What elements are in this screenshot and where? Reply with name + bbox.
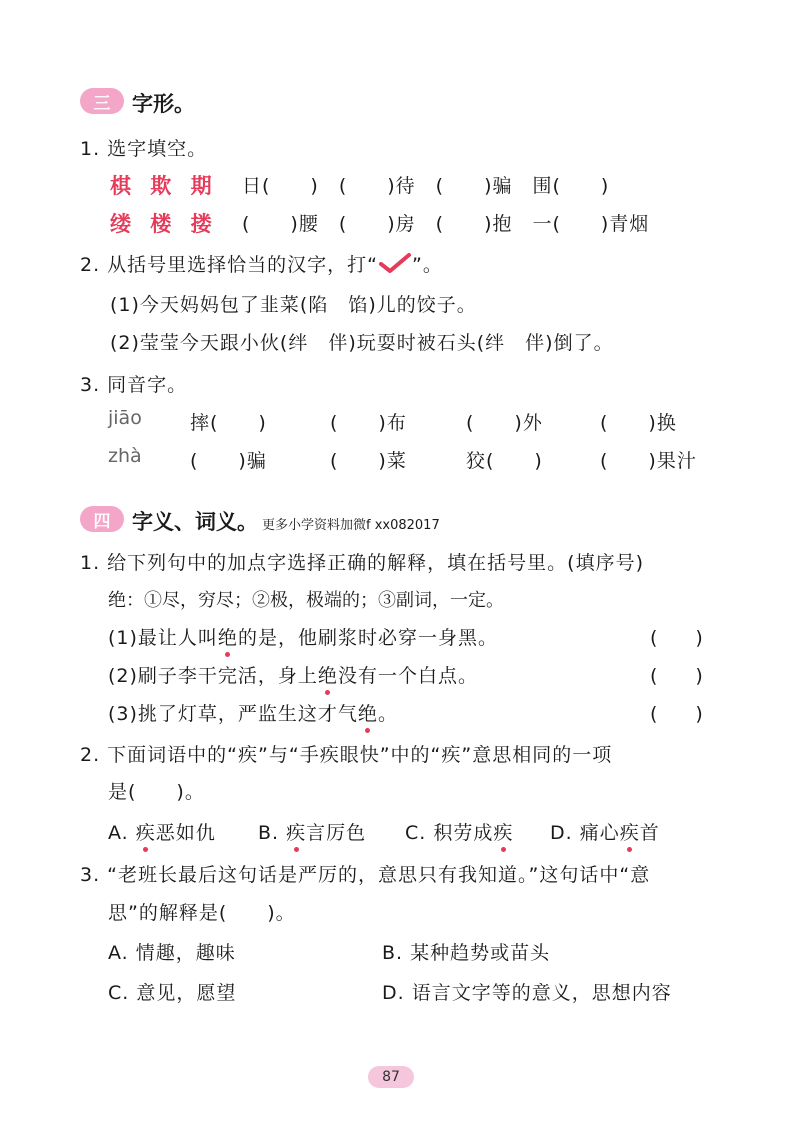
q3-label: 3. 同音字。 bbox=[80, 374, 188, 396]
page-number: 87 bbox=[368, 1066, 414, 1088]
q1-row1-chars: 棋 欺 期 bbox=[110, 174, 218, 198]
item-text: 没有一个白点。 bbox=[337, 665, 478, 687]
item-text: (1)最让人叫 bbox=[108, 627, 218, 649]
s4-q1-item-2 bbox=[108, 661, 478, 688]
section-4-note: 更多小学资料加微f xx082017 bbox=[262, 518, 440, 533]
option-text: 言厉色 bbox=[306, 822, 367, 844]
s4-q1-item-3 bbox=[108, 699, 398, 726]
dotted-char: 疾 bbox=[136, 818, 156, 845]
q2-label bbox=[80, 250, 443, 277]
q3-row1-cell: 摔( ) bbox=[190, 412, 267, 434]
s4-q2-option-d bbox=[550, 818, 660, 845]
option-text: C. 积劳成 bbox=[405, 822, 494, 844]
q2-item-2: (2)莹莹今天跟小伙(绊 伴)玩耍时被石头(绊 伴)倒了。 bbox=[110, 332, 614, 354]
s4-q1-label: 1. 给下列句中的加点字选择正确的解释，填在括号里。(填序号) bbox=[80, 552, 644, 574]
dotted-char: 绝 bbox=[358, 699, 378, 726]
q1-label: 1. 选字填空。 bbox=[80, 138, 208, 160]
section-4-title-text: 字义、词义。 bbox=[132, 510, 258, 534]
dotted-char: 疾 bbox=[493, 818, 513, 845]
q2-label-post: ”。 bbox=[412, 254, 443, 276]
s4-q3-option-a: A. 情趣，趣味 bbox=[108, 942, 236, 964]
item-text: (2)刷子李干完活，身上 bbox=[108, 665, 318, 687]
q3-row1-cell: ( )布 bbox=[330, 412, 407, 434]
item-text: 。 bbox=[377, 703, 398, 725]
dotted-char: 绝 bbox=[318, 661, 338, 688]
option-text: 恶如仇 bbox=[155, 822, 216, 844]
s4-q2-option-c bbox=[405, 818, 513, 845]
s4-q2-option-b bbox=[258, 818, 366, 845]
q3-row1-cell: ( )换 bbox=[600, 412, 677, 434]
s4-q3-line1: 3. “老班长最后这句话是严厉的，意思只有我知道。”这句话中“意 bbox=[80, 864, 651, 886]
item-text: 的是，他刷浆时必穿一身黑。 bbox=[237, 627, 498, 649]
s4-q1-item-1 bbox=[108, 623, 498, 650]
dotted-char: 绝 bbox=[218, 623, 238, 650]
checkmark-icon bbox=[378, 252, 412, 274]
q2-label-pre: 2. 从括号里选择恰当的汉字，打“ bbox=[80, 254, 379, 276]
s4-q1-answer-2: ( ) bbox=[650, 665, 703, 687]
q3-row1-cell: ( )外 bbox=[466, 412, 543, 434]
s4-q1-answer-3: ( ) bbox=[650, 703, 703, 725]
q1-row1-blanks: 日( ) ( )待 ( )骗 围( ) bbox=[242, 175, 610, 197]
q3-row2-cell: ( )菜 bbox=[330, 450, 407, 472]
s4-q3-option-b: B. 某种趋势或苗头 bbox=[382, 942, 551, 964]
q1-row2-blanks: ( )腰 ( )房 ( )抱 一( )青烟 bbox=[242, 213, 650, 235]
item-text: (3)挑了灯草，严监生这才气 bbox=[108, 703, 358, 725]
option-text: 首 bbox=[639, 822, 660, 844]
q3-row2-cell: 狡( ) bbox=[466, 450, 543, 472]
option-text: B. bbox=[258, 822, 287, 844]
q3-row2-pinyin: zhà bbox=[108, 445, 142, 467]
s4-q2-line1: 2. 下面词语中的“疾”与“手疾眼快”中的“疾”意思相同的一项 bbox=[80, 744, 613, 766]
section-4-title bbox=[132, 506, 440, 536]
option-text: D. 痛心 bbox=[550, 822, 620, 844]
s4-q3-option-d: D. 语言文字等的意义，思想内容 bbox=[382, 982, 672, 1004]
q3-row1-pinyin: jiāo bbox=[108, 407, 142, 429]
q3-row2-cell: ( )果汁 bbox=[600, 450, 697, 472]
section-4-badge: 四 bbox=[80, 506, 124, 532]
section-3-badge: 三 bbox=[80, 88, 124, 114]
s4-q3-option-c: C. 意见，愿望 bbox=[108, 982, 237, 1004]
s4-q2-option-a bbox=[108, 818, 216, 845]
s4-q1-answer-1: ( ) bbox=[650, 627, 703, 649]
section-3-title: 字形。 bbox=[132, 92, 195, 116]
s4-q3-line2: 思”的解释是( )。 bbox=[108, 902, 296, 924]
s4-q2-line2: 是( )。 bbox=[108, 781, 205, 803]
dotted-char: 疾 bbox=[620, 818, 640, 845]
s4-q1-definition: 绝：①尽，穷尽；②极，极端的；③副词，一定。 bbox=[108, 590, 504, 611]
q1-row2-chars: 缕 楼 搂 bbox=[110, 212, 218, 236]
option-text: A. bbox=[108, 822, 136, 844]
q2-item-1: (1)今天妈妈包了韭菜(陷 馅)儿的饺子。 bbox=[110, 294, 477, 316]
dotted-char: 疾 bbox=[286, 818, 306, 845]
q3-row2-cell: ( )骗 bbox=[190, 450, 267, 472]
